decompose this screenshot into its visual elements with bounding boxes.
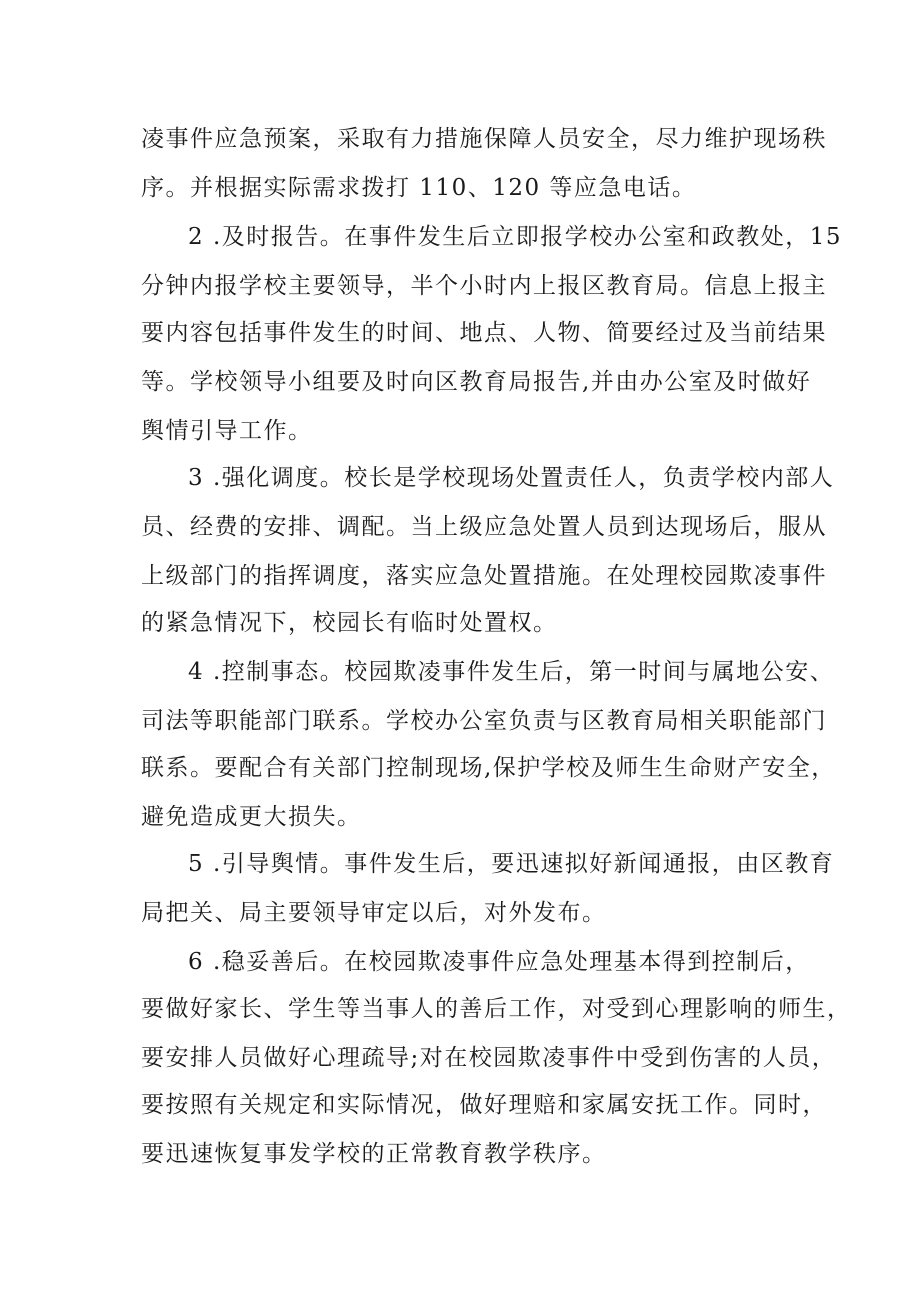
paragraph-item-2-line-5: 舆情引导工作。 bbox=[141, 418, 313, 444]
paragraph-item-2-line-4: 等。学校领导小组要及时向区教育局报告,并由办公室及时做好 bbox=[141, 369, 812, 395]
paragraph-item-6-line-4: 要按照有关规定和实际情况，做好理赔和家属安抚工作。同时， bbox=[141, 1092, 827, 1118]
paragraph-item-4-line-3: 联系。要配合有关部门控制现场,保护学校及师生生命财产安全， bbox=[141, 755, 836, 781]
paragraph-intro-line-1: 凌事件应急预案，采取有力措施保障人员安全，尽力维护现场秩 bbox=[141, 126, 827, 152]
paragraph-item-6-line-1: 6 .稳妥善后。在校园欺凌事件应急处理基本得到控制后， bbox=[188, 949, 810, 975]
paragraph-item-6-line-3: 要安排人员做好心理疏导;对在校园欺凌事件中受到伤害的人员， bbox=[141, 1045, 837, 1071]
paragraph-intro-line-2: 序。并根据实际需求拨打 110、120 等应急电话。 bbox=[141, 175, 697, 201]
paragraph-item-3-line-1: 3 .强化调度。校长是学校现场处置责任人，负责学校内部人 bbox=[188, 465, 835, 491]
paragraph-item-5-line-2: 局把关、局主要领导审定以后，对外发布。 bbox=[141, 900, 607, 926]
paragraph-item-3-line-3: 上级部门的指挥调度，落实应急处置措施。在处理校园欺凌事件 bbox=[141, 563, 827, 589]
paragraph-item-4-line-1: 4 .控制事态。校园欺凌事件发生后，第一时间与属地公安、 bbox=[188, 659, 835, 685]
paragraph-item-2-line-3: 要内容包括事件发生的时间、地点、人物、简要经过及当前结果 bbox=[141, 320, 827, 346]
paragraph-item-3-line-4: 的紧急情况下，校园长有临时处置权。 bbox=[141, 610, 558, 636]
paragraph-item-6-line-2: 要做好家长、学生等当事人的善后工作，对受到心理影响的师生， bbox=[141, 996, 852, 1022]
paragraph-item-4-line-2: 司法等职能部门联系。学校办公室负责与区教育局相关职能部门 bbox=[141, 708, 827, 734]
paragraph-item-4-line-4: 避免造成更大损失。 bbox=[141, 804, 362, 830]
paragraph-item-5-line-1: 5 .引导舆情。事件发生后，要迅速拟好新闻通报，由区教育 bbox=[188, 851, 835, 877]
paragraph-item-3-line-2: 员、经费的安排、调配。当上级应急处置人员到达现场后，服从 bbox=[141, 514, 827, 540]
paragraph-item-6-line-5: 要迅速恢复事发学校的正常教育教学秩序。 bbox=[141, 1141, 607, 1167]
paragraph-item-2-line-1: 2 .及时报告。在事件发生后立即报学校办公室和政教处，15 bbox=[188, 224, 843, 250]
paragraph-item-2-line-2: 分钟内报学校主要领导，半个小时内上报区教育局。信息上报主 bbox=[141, 273, 827, 299]
